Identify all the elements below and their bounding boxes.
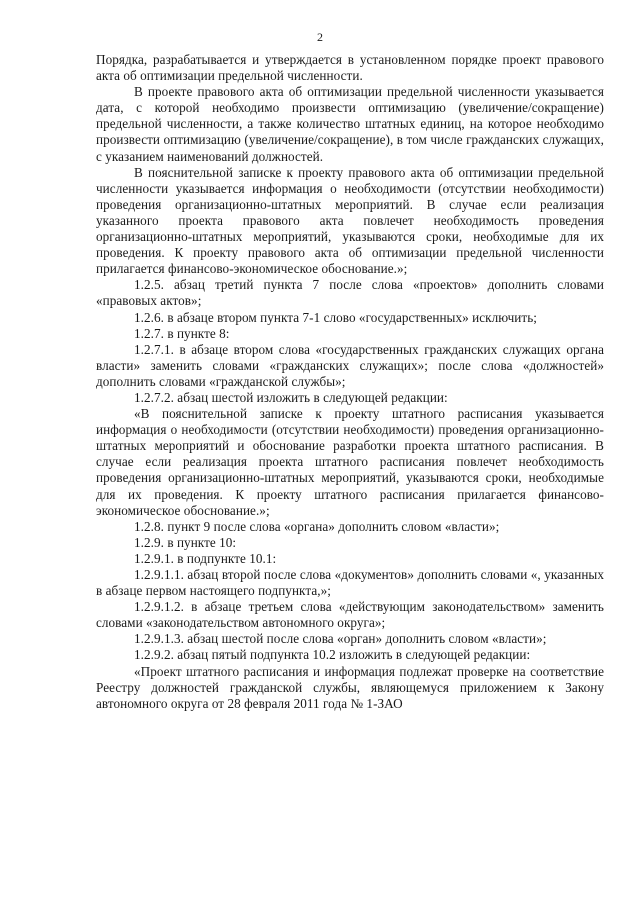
clause-1-2-9-1: 1.2.9.1. в подпункте 10.1: [134, 550, 277, 566]
clause-1-2-9-2: 1.2.9.2. абзац пятый подпункта 10.2 изложить в следующей редакции: [134, 647, 531, 663]
clause-1-2-9-1-2: 1.2.9.1.2. в абзаце третьем слова «действующим законодательством» заменить словами «законодательством автономного округа»; [96, 599, 604, 631]
page-number: 2 [317, 30, 323, 44]
document-body [96, 52, 604, 712]
clause-1-2-9: 1.2.9. в пункте 10: [134, 534, 237, 550]
clause-1-2-7-2: 1.2.7.2. абзац шестой изложить в следующей редакции: [134, 389, 448, 405]
quoted-staff-schedule-check: «Проект штатного расписания и информация подлежат проверке на соответствие Реестру должностей гражданской службы, являющемуся приложением к Закону автономного округа от 28 февраля 2011 года № 1-ЗАО [96, 663, 604, 711]
clause-1-2-8: 1.2.8. пункт 9 после слова «органа» дополнить словом «власти»; [134, 518, 500, 534]
clause-1-2-7: 1.2.7. в пункте 8: [134, 325, 230, 341]
clause-1-2-9-1-1: 1.2.9.1.1. абзац второй после слова «документов» дополнить словами «, указанных в абзаце первом настоящего подпункта,»; [96, 567, 604, 599]
clause-1-2-6: 1.2.6. в абзаце втором пункта 7-1 слово «государственных» исключить; [134, 309, 537, 325]
clause-1-2-7-1: 1.2.7.1. в абзаце втором слова «государственных гражданских служащих органа власти» заменить словами «гражданских служащих»; после слова «должностей» дополнить словами «гражданской службы»; [96, 341, 604, 389]
clause-1-2-5: 1.2.5. абзац третий пункта 7 после слова «проектов» дополнить словами «правовых актов»; [96, 277, 604, 309]
clause-1-2-9-1-3: 1.2.9.1.3. абзац шестой после слова «орган» дополнить словом «власти»; [134, 631, 547, 647]
paragraph-continuation: Порядка, разрабатывается и утверждается в установленном порядке проект правового акта об оптимизации предельной численности. [96, 52, 604, 84]
paragraph-optimization-draft: В проекте правового акта об оптимизации предельной численности указывается дата, с которой необходимо произвести оптимизацию (увеличение/сокращение) предельной численности, а также количество штатных единиц, на которое необходимо произвести оптимизацию (увеличение/сокращение), в том числе гражданских служащих, с указанием наименований должностей. [96, 84, 604, 164]
quoted-staff-schedule-note: «В пояснительной записке к проекту штатного расписания указывается информация о необходимости (отсутствии необходимости) проведения организационно-штатных мероприятий и обоснование разработки проекта штатного расписания. В случае если реализация проекта штатного расписания повлечет необходимость проведения организационно-штатных мероприятий, указываются сроки, необходимые для их проведения. К проекту штатного расписания прилагается финансово-экономическое обоснование.»; [96, 406, 604, 518]
paragraph-explanatory-note: В пояснительной записке к проекту правового акта об оптимизации предельной численности указывается информация о необходимости (отсутствии необходимости) проведения организационно-штатных мероприятий. В случае если реализация указанного проекта правового акта повлечет необходимость проведения организационно-штатных мероприятий, указываются сроки, необходимые для их проведения. К проекту правового акта об оптимизации предельной численности прилагается финансово-экономическое обоснование.»; [96, 164, 604, 277]
